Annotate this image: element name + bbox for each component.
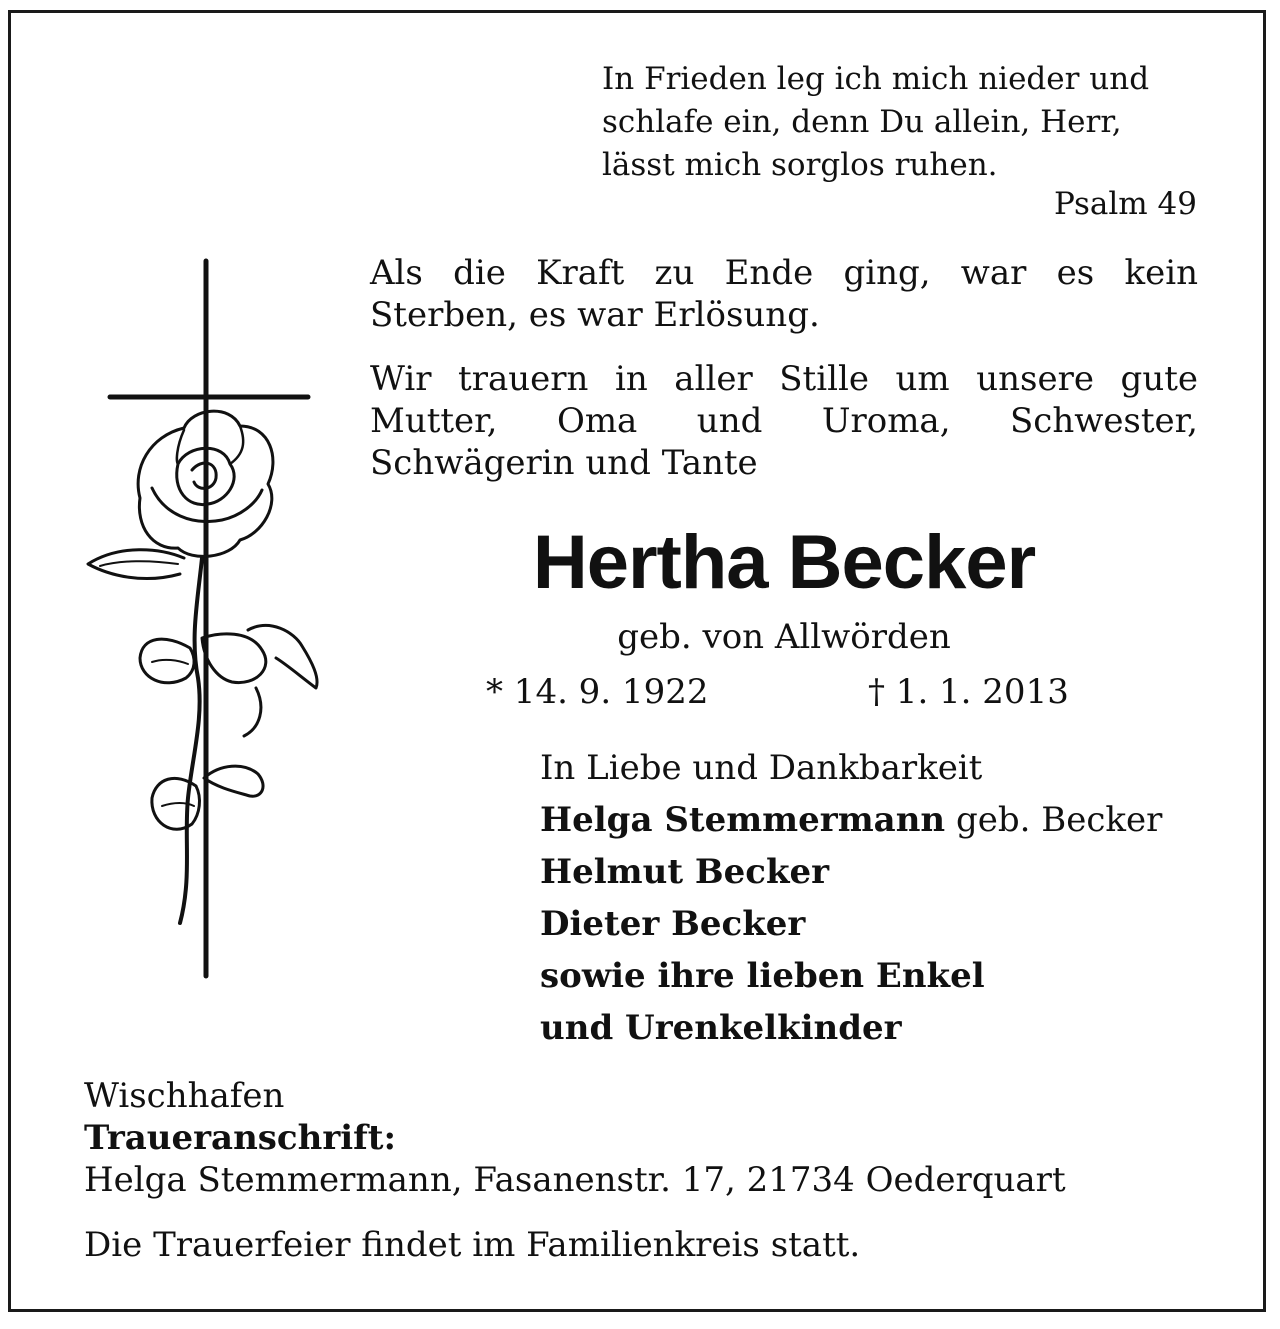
maiden-name: geb. von Allwörden bbox=[617, 617, 951, 657]
cross-rose-icon bbox=[80, 258, 330, 983]
psalm-line: schlafe ein, denn Du allein, Herr, bbox=[602, 104, 1122, 140]
family-intro: In Liebe und Dankbarkeit bbox=[540, 748, 983, 788]
psalm-reference: Psalm 49 bbox=[1053, 186, 1197, 222]
death-date: † 1. 1. 2013 bbox=[868, 672, 1069, 712]
family-member bbox=[540, 794, 1220, 846]
family-member: Helmut Becker bbox=[540, 852, 830, 892]
deceased-name: Hertha Becker bbox=[532, 520, 1036, 605]
family-member-name: Helga Stemmermann bbox=[540, 800, 946, 840]
farewell-paragraph: Als die Kraft zu Ende ging, war es kein Sterben, es war Erlösung. bbox=[370, 253, 1198, 335]
family-list bbox=[540, 742, 1220, 1054]
family-member: sowie ihre lieben Enkel bbox=[540, 956, 985, 996]
family-member: und Urenkelkinder bbox=[540, 1008, 902, 1048]
place-name: Wischhafen bbox=[84, 1076, 285, 1116]
mourning-paragraph: Wir trauern in aller Stille um unsere gute Mutter, Oma und Uroma, Schwester, Schwägerin und Tante bbox=[370, 359, 1198, 483]
psalm-quote bbox=[602, 58, 1202, 187]
psalm-line: lässt mich sorglos ruhen. bbox=[602, 147, 998, 183]
mourning-address: Helga Stemmermann, Fasanenstr. 17, 21734 Oederquart bbox=[84, 1160, 1066, 1200]
family-member: Dieter Becker bbox=[540, 904, 806, 944]
birth-date: * 14. 9. 1922 bbox=[486, 672, 709, 712]
address-label: Traueranschrift: bbox=[84, 1118, 397, 1158]
ceremony-note: Die Trauerfeier findet im Familienkreis statt. bbox=[84, 1225, 861, 1265]
psalm-line: In Frieden leg ich mich nieder und bbox=[602, 61, 1150, 97]
family-member-suffix: geb. Becker bbox=[945, 800, 1163, 840]
